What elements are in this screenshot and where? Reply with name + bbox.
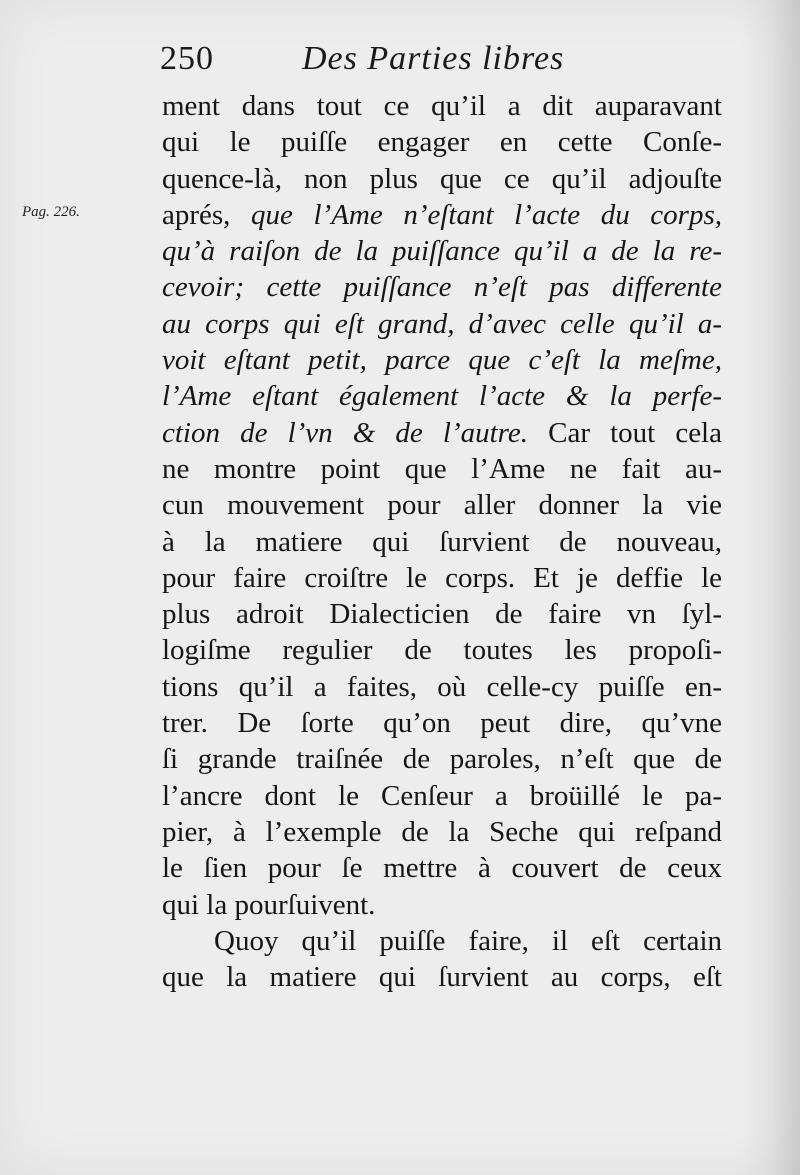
margin-reference-note: Pag. 226.	[22, 204, 80, 220]
text-line: ne montre point que l’Ame ne fait au-	[162, 452, 722, 485]
text-line: au corps qui eſt grand, d’avec celle qu’il a-	[162, 307, 722, 340]
page-edge-shadow	[740, 0, 800, 1175]
page-header	[160, 40, 720, 86]
text-line: tions qu’il a faites, où celle-cy puiſſe en-	[162, 670, 722, 703]
text-line: ment dans tout ce qu’il a dit auparavant	[162, 90, 722, 122]
text-line: cevoir; cette puiſſance n’eſt pas differente	[162, 271, 722, 304]
text-line: qu’à raiſon de la puiſſance qu’il a de la re-	[162, 235, 722, 268]
text-line: cun mouvement pour aller donner la vie	[162, 489, 722, 522]
text-line: aprés, que l’Ame n’eſtant l’acte du corps,	[162, 198, 722, 231]
paragraph-first-line: Quoy qu’il puiſſe faire, il eſt certain	[214, 924, 722, 957]
text-line: trer. De ſorte qu’on peut dire, qu’vne	[162, 707, 722, 740]
running-title: Des Parties libres	[302, 40, 565, 77]
text-line: pier, à l’exemple de la Seche qui reſpand	[162, 815, 722, 848]
text-line: plus adroit Dialecticien de faire vn ſyl-	[162, 598, 722, 631]
page-number: 250	[160, 40, 214, 77]
text-line: à la matiere qui ſurvient de nouveau,	[162, 525, 722, 558]
text-line: que la matiere qui ſurvient au corps, eſt	[162, 961, 722, 994]
text-line: logiſme regulier de toutes les propoſi-	[162, 634, 722, 667]
text-line: voit eſtant petit, parce que c’eſt la meſme,	[162, 344, 722, 377]
text-line: qui la pourſuivent.	[162, 888, 376, 921]
text-line: le ſien pour ſe mettre à couvert de ceux	[162, 852, 722, 885]
text-line: ſi grande traiſnée de paroles, n’eſt que de	[162, 743, 722, 776]
text-line: l’ancre dont le Cenſeur a broüillé le pa-	[162, 779, 722, 812]
body-text	[162, 88, 722, 995]
text-line: qui le puiſſe engager en cette Conſe-	[162, 126, 722, 159]
text-line: l’Ame eſtant également l’acte & la perfe-	[162, 380, 722, 413]
text-line: pour faire croiſtre le corps. Et je deffie le	[162, 561, 722, 594]
text-line: quence-là, non plus que ce qu’il adjouſte	[162, 162, 722, 195]
text-line: ction de l’vn & de l’autre. Car tout cela	[162, 416, 722, 449]
